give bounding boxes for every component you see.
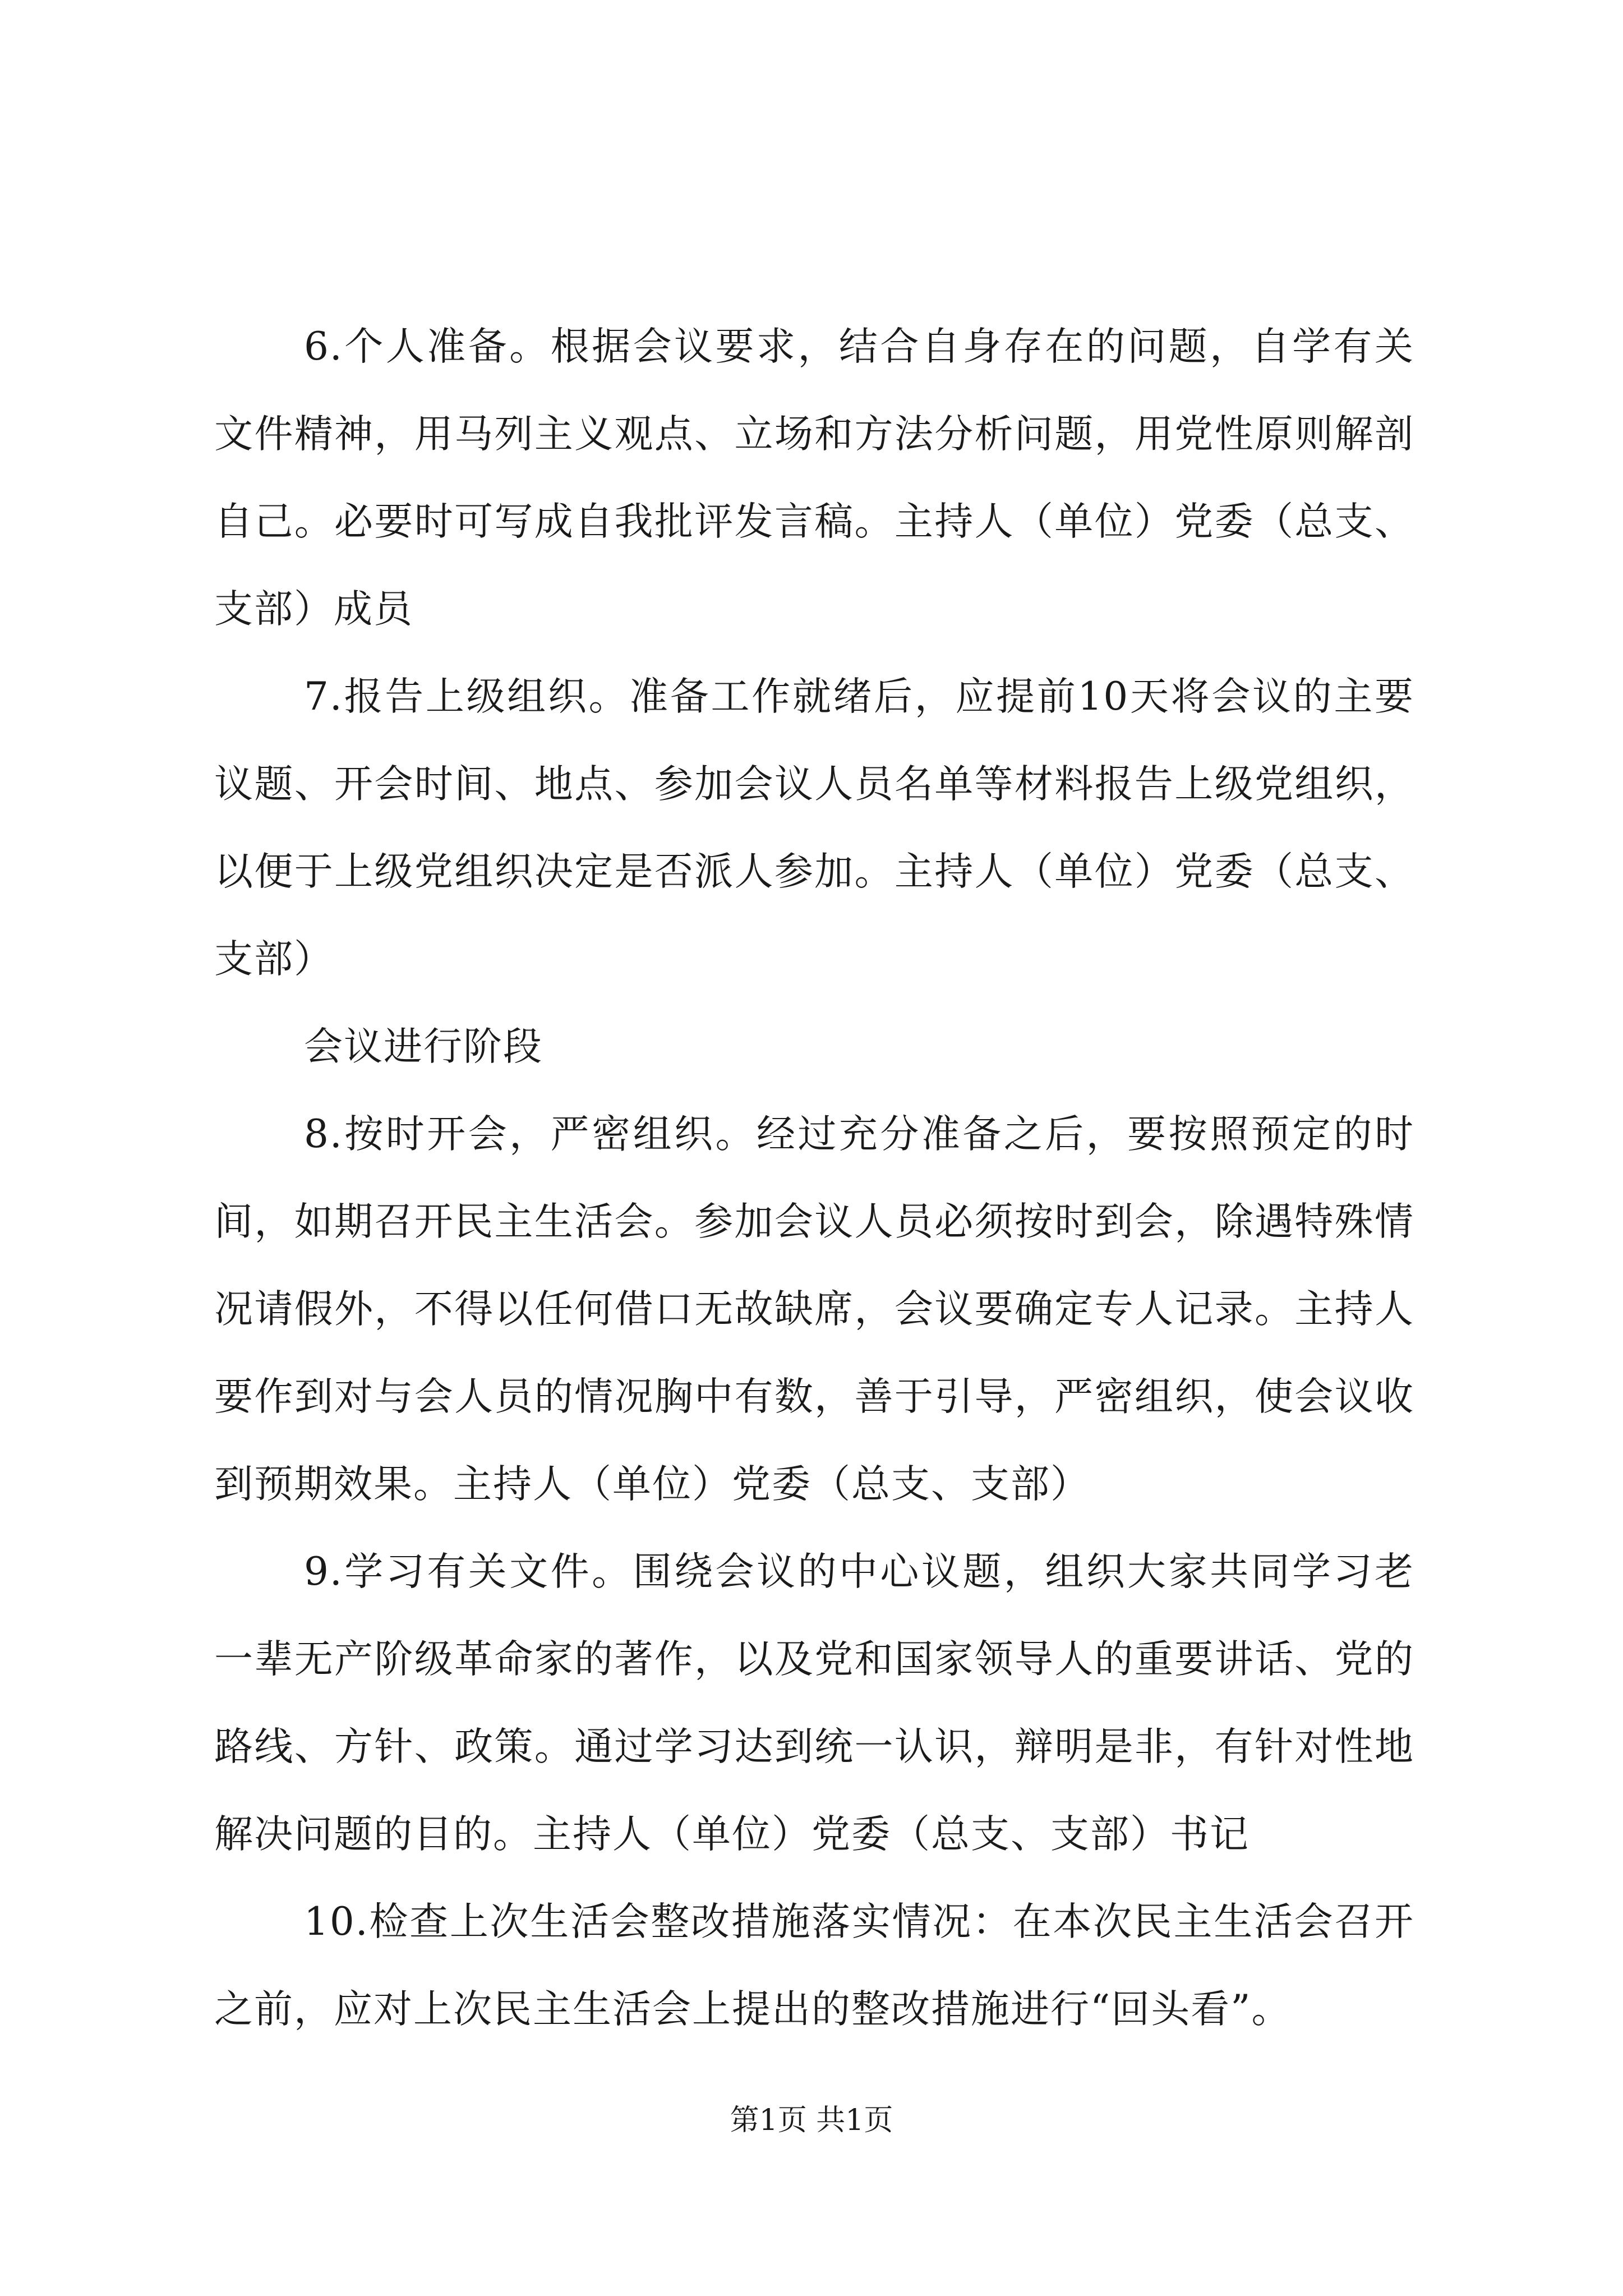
paragraph-item-7: 7.报告上级组织。准备工作就绪后，应提前10天将会议的主要议题、开会时间、地点、参加会议人员名单等材料报告上级党组织，以便于上级党组织决定是否派人参加。主持人（单位）党委（总支、支部） [214,674,1414,982]
page-number-footer: 第1页 共1页 [730,2104,893,2137]
paragraph-item-6: 6.个人准备。根据会议要求，结合自身存在的问题，自学有关文件精神，用马列主义观点、立场和方法分析问题，用党性原则解剖自己。必要时可写成自我批评发言稿。主持人（单位）党委（总支、支部）成员 [214,324,1414,632]
paragraph-item-10: 10.检查上次生活会整改措施落实情况：在本次民主生活会召开之前，应对上次民主生活会上提出的整改措施进行“回头看”。 [214,1899,1414,2032]
paragraph-item-9: 9.学习有关文件。围绕会议的中心议题，组织大家共同学习老一辈无产阶级革命家的著作，以及党和国家领导人的重要讲话、党的路线、方针、政策。通过学习达到统一认识，辩明是非，有针对性地解决问题的目的。主持人（单位）党委（总支、支部）书记 [214,1549,1414,1857]
document-body [214,303,1414,2053]
section-heading: 会议进行阶段 [304,1024,543,1069]
paragraph-item-8: 8.按时开会，严密组织。经过充分准备之后，要按照预定的时间，如期召开民主生活会。参加会议人员必须按时到会，除遇特殊情况请假外，不得以任何借口无故缺席，会议要确定专人记录。主持人要作到对与会人员的情况胸中有数，善于引导，严密组织，使会议收到预期效果。主持人（单位）党委（总支、支部） [214,1112,1414,1507]
